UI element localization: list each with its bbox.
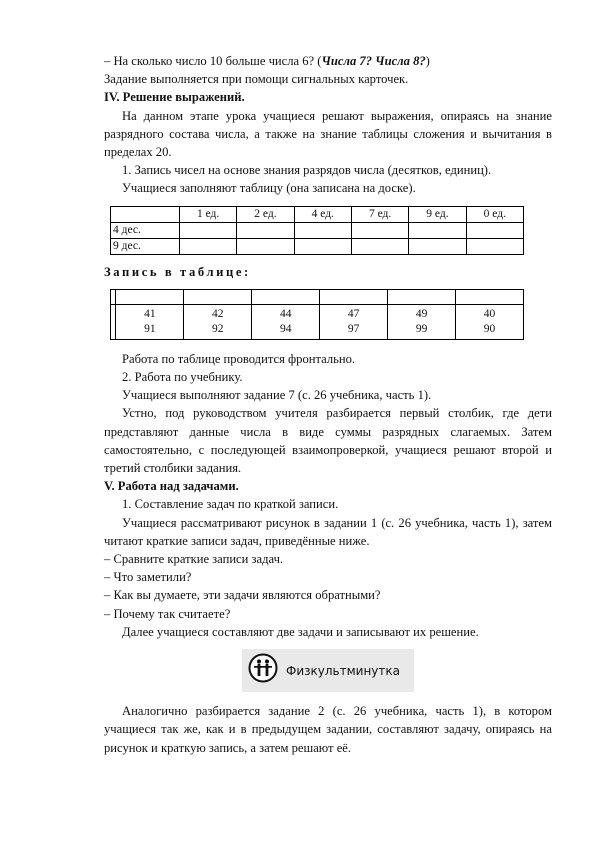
step-2: 2. Работа по учебнику. [122, 370, 243, 385]
physical-break-box [242, 649, 414, 692]
value-cell [320, 304, 388, 339]
table-cell [294, 238, 351, 254]
table-cell [388, 289, 456, 304]
physical-break-label: Физкультминутка [286, 663, 400, 678]
table-cell [179, 222, 236, 238]
table-header-cell: 2 ед. [237, 206, 294, 222]
table-cell [237, 222, 294, 238]
stage-paragraph: На данном этапе урока учащиеся решают выражения, опираясь на знание разрядного состава числа, а также на знание таблицы сложения и вычитания в пределах 20. [104, 108, 552, 160]
value-top: 42 [212, 307, 224, 320]
value-bottom: 94 [279, 322, 292, 335]
value-bottom: 91 [144, 322, 156, 335]
frontal-note: Работа по таблице проводится фронтально. [122, 351, 356, 366]
value-top: 41 [144, 307, 156, 320]
table-header-cell: 7 ед. [351, 206, 408, 222]
section-heading-v: V. Работа над задачами. [104, 479, 239, 494]
table-row [111, 222, 524, 238]
table-cell [351, 238, 408, 254]
similar-paragraph: Аналогично разбирается задание 2 (с. 26 учебника, часть 1), в котором учащиеся так же, как и в предыдущем задании, составляют задачу, опираясь на рисунок и краткую запись, а затем решают её. [104, 704, 552, 755]
question-4: – Почему так считаете? [104, 606, 231, 621]
row-label: 9 дес. [111, 238, 180, 254]
document-page [104, 52, 552, 757]
table-header-cell: 0 ед. [466, 206, 523, 222]
table-cell [184, 289, 252, 304]
table-cell [116, 289, 184, 304]
value-cell [184, 304, 252, 339]
value-cell [252, 304, 320, 339]
then-paragraph: Далее учащиеся составляют две задачи и записывают их решение. [122, 624, 479, 639]
section-heading-iv: IV. Решение выражений. [104, 90, 245, 105]
table-cell [456, 289, 524, 304]
table-cell [409, 238, 466, 254]
value-cell [388, 304, 456, 339]
table-cell [237, 238, 294, 254]
value-cell [116, 304, 184, 339]
table-header-cell: 1 ед. [179, 206, 236, 222]
table-header-cell: 9 ед. [409, 206, 466, 222]
step-1: 1. Запись чисел на основе знания разрядов числа (десятков, единиц). [122, 163, 492, 178]
value-top: 44 [279, 307, 292, 320]
question-variants: Числа 7? Числа 8? [321, 54, 426, 68]
filled-header-row [111, 289, 524, 304]
question-line [104, 52, 552, 70]
filled-table [110, 289, 524, 340]
table-cell [466, 222, 523, 238]
value-bottom: 92 [212, 322, 224, 335]
table-cell [294, 222, 351, 238]
table-corner-cell [111, 206, 180, 222]
step-v1: 1. Составление задач по краткой записи. [122, 497, 339, 512]
table-cell [179, 238, 236, 254]
orally-paragraph: Устно, под руководством учителя разбирается первый столбик, где дети представляют данные числа в виде суммы разрядных слагаемых. Затем самостоятельно, с последующей взаимопроверкой, учащиеся решают второй и третий столбики задания. [104, 406, 552, 476]
value-top: 40 [483, 307, 496, 320]
task-note: Задание выполняется при помощи сигнальных карточек. [104, 72, 409, 87]
table-header-cell: 4 ед. [294, 206, 351, 222]
question-text: – На сколько число 10 больше числа 6? ( [104, 54, 322, 68]
physical-break [104, 649, 552, 692]
value-cell [456, 304, 524, 339]
value-bottom: 90 [483, 322, 496, 335]
table-row [111, 238, 524, 254]
question-1: – Сравните краткие записи задач. [104, 552, 284, 567]
table-intro: Учащиеся заполняют таблицу (она записана на доске). [122, 181, 416, 196]
value-top: 47 [347, 307, 360, 320]
value-top: 49 [415, 307, 428, 320]
question-3: – Как вы думаете, эти задачи являются обратными? [104, 588, 381, 603]
value-bottom: 97 [347, 322, 360, 335]
table-header-row [111, 206, 524, 222]
filled-values-row [111, 304, 524, 339]
table-cell [351, 222, 408, 238]
row-label: 4 дес. [111, 222, 180, 238]
question-close: ) [425, 54, 430, 68]
table-cell [252, 289, 320, 304]
digits-table [110, 206, 524, 255]
two-figures-icon [248, 653, 278, 688]
task7-paragraph: Учащиеся выполняют задание 7 (с. 26 учебника, часть 1). [122, 388, 432, 403]
question-2: – Что заметили? [104, 570, 192, 585]
table-cell [409, 222, 466, 238]
look-paragraph: Учащиеся рассматривают рисунок в задании 1 (с. 26 учебника, часть 1), затем читают краткие записи задач, приведённые ниже. [104, 515, 552, 548]
record-label: Запись в таблице: [104, 264, 251, 279]
value-bottom: 99 [415, 322, 428, 335]
table-cell [320, 289, 388, 304]
table-cell [466, 238, 523, 254]
